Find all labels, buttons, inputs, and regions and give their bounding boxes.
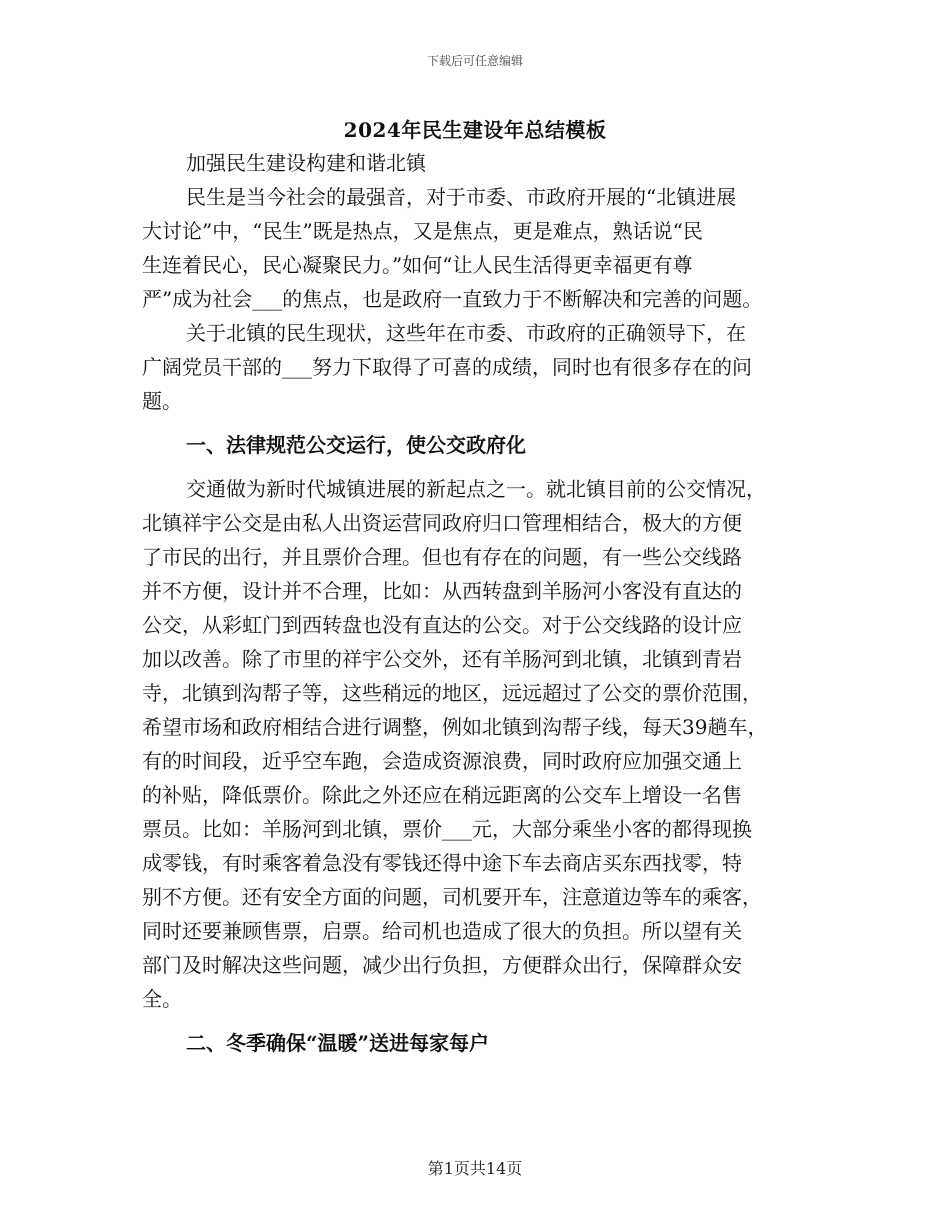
section-heading-1: 一、法律规范公交运行，使公交政府化	[186, 433, 526, 457]
paragraph-line: 成零钱，有时乘客着急没有零钱还得中途下车去商店买东西找零，特	[142, 851, 742, 875]
paragraph-line: 大讨论”中，“民生”既是热点，又是焦点，更是难点，熟话说“民	[142, 219, 703, 243]
paragraph-line: 希望市场和政府相结合进行调整，例如北镇到沟帮子线，每天39趟车，	[142, 715, 768, 739]
paragraph-line: 并不方便，设计并不合理，比如：从西转盘到羊肠河小客没有直达的	[142, 579, 742, 603]
paragraph-line: 了市民的出行，并且票价合理。但也有存在的问题，有一些公交线路	[142, 545, 742, 569]
paragraph-line: 的补贴，降低票价。除此之外还应在稍远距离的公交车上增设一名售	[142, 783, 742, 807]
paragraph-line: 生连着民心，民心凝聚民力。”如何“让人民生活得更幸福更有尊	[142, 253, 693, 277]
document-body	[142, 146, 842, 1060]
paragraph-line: 题。	[142, 389, 182, 413]
paragraph-line: 有的时间段，近乎空车跑，会造成资源浪费，同时政府应加强交通上	[142, 749, 742, 773]
paragraph-line: 寺，北镇到沟帮子等，这些稍远的地区，远远超过了公交的票价范围，	[142, 681, 762, 705]
subtitle-line: 加强民生建设构建和谐北镇	[186, 151, 426, 175]
paragraph-line: 别不方便。还有安全方面的问题，司机要开车，注意道边等车的乘客，	[142, 885, 762, 909]
paragraph-line: 部门及时解决这些问题，减少出行负担，方便群众出行，保障群众安	[142, 953, 742, 977]
paragraph-line: 全。	[142, 987, 182, 1011]
page-header: 下载后可任意编辑	[426, 54, 523, 68]
paragraph-line: 同时还要兼顾售票，启票。给司机也造成了很大的负担。所以望有关	[142, 919, 742, 943]
paragraph-line: 票员。比如：羊肠河到北镇，票价___元，大部分乘坐小客的都得现换	[142, 817, 752, 841]
paragraph-line: 广阔党员干部的___努力下取得了可喜的成绩，同时也有很多存在的问	[142, 355, 752, 379]
paragraph-line: 严”成为社会___的焦点，也是政府一直致力于不断解决和完善的问题。	[142, 287, 763, 311]
paragraph-line: 加以改善。除了市里的祥宇公交外，还有羊肠河到北镇，北镇到青岩	[142, 647, 742, 671]
paragraph-line: 公交，从彩虹门到西转盘也没有直达的公交。对于公交线路的设计应	[142, 613, 742, 637]
paragraph-line: 交通做为新时代城镇进展的新起点之一。就北镇目前的公交情况，	[186, 477, 766, 501]
document-title: 2024年民生建设年总结模板	[343, 118, 607, 142]
section-heading-2: 二、冬季确保“温暖”送进每家每户	[186, 1031, 490, 1055]
page-footer: 第1页共14页	[427, 1159, 523, 1178]
paragraph-line: 关于北镇的民生现状，这些年在市委、市政府的正确领导下，在	[186, 321, 746, 345]
paragraph-line: 北镇祥宇公交是由私人出资运营同政府归口管理相结合，极大的方便	[142, 511, 742, 535]
paragraph-line: 民生是当今社会的最强音，对于市委、市政府开展的“北镇进展	[186, 185, 737, 209]
